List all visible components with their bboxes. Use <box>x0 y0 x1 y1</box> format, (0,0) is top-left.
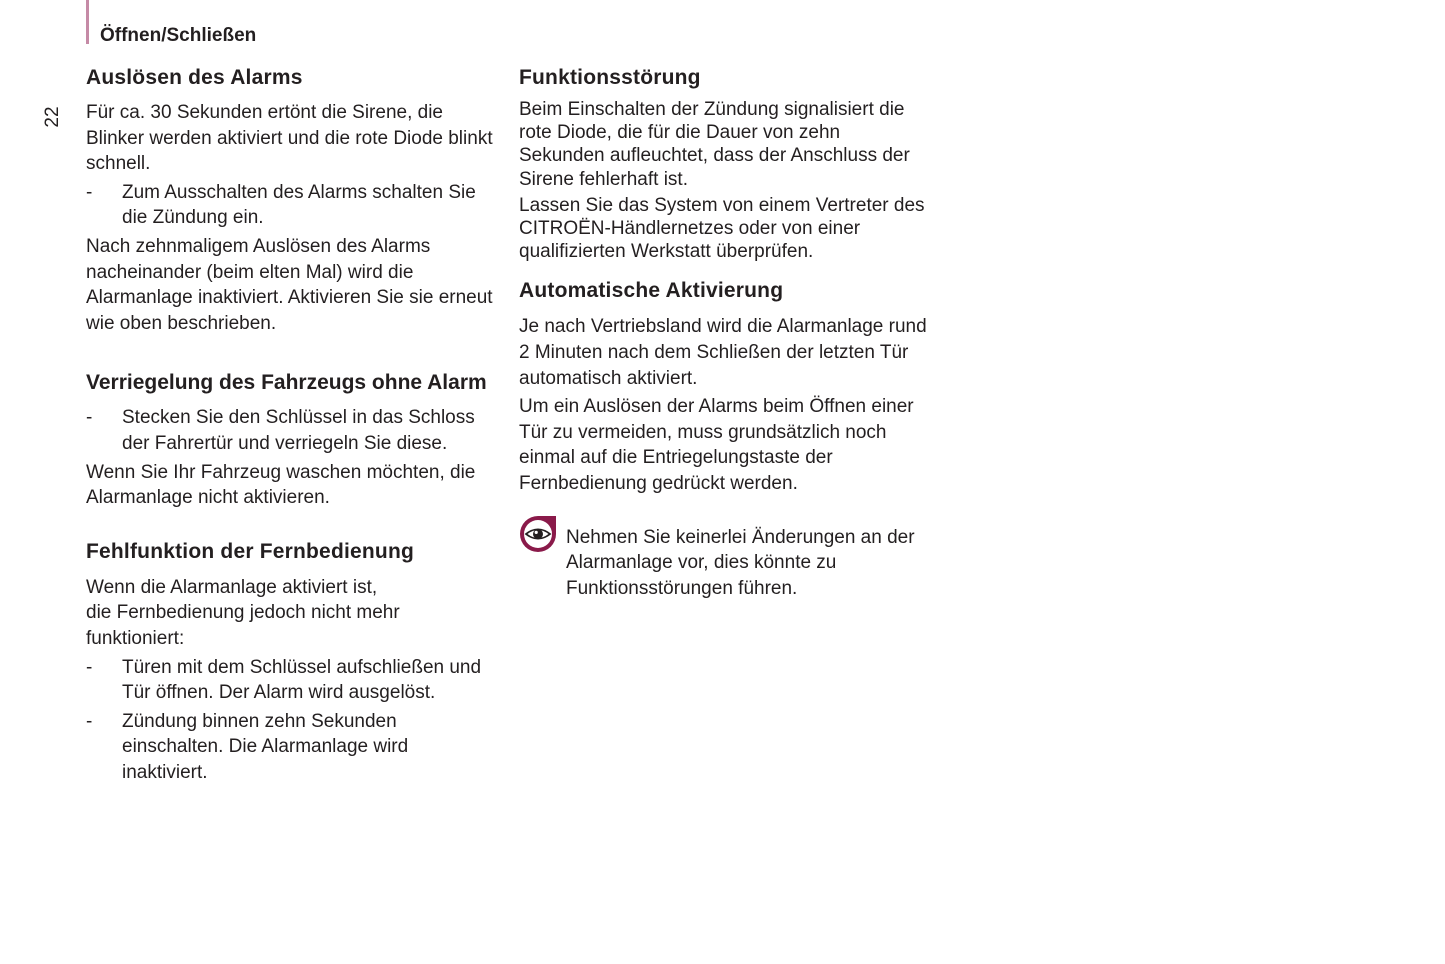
eye-icon <box>519 515 557 553</box>
right-column <box>519 64 939 601</box>
remote-paragraph-line-1: Wenn die Alarmanlage aktiviert ist, <box>86 576 378 598</box>
alarm-paragraph-1: Für ca. 30 Sekunden ertönt die Sirene, die Blinker werden aktiviert und die rote Diode blinkt schnell. <box>86 102 493 175</box>
bullet-dash: - <box>86 656 93 678</box>
bullet-dash: - <box>86 407 93 429</box>
fault-heading: Funktionsstörung <box>519 66 701 89</box>
auto-paragraph-1: Je nach Vertriebsland wird die Alarmanlage rund 2 Minuten nach dem Schließen der letzten Tür automatisch aktiviert. <box>519 316 927 389</box>
alarm-heading: Auslösen des Alarms <box>86 66 303 89</box>
header-bar <box>86 0 89 44</box>
lock-heading: Verriegelung des Fahrzeugs ohne Alarm <box>86 371 487 395</box>
bullet-text: Zündung binnen zehn Sekunden einschalten. Die Alarmanlage wird inaktiviert. <box>122 710 409 783</box>
bullet-dash: - <box>86 710 93 732</box>
fault-paragraph-1: Beim Einschalten der Zündung signalisiert die rote Diode, die für die Dauer von zehn Sekunden aufleuchtet, dass der Anschluss der Sirene fehlerhaft ist. <box>519 99 910 190</box>
auto-paragraph-2: Um ein Auslösen der Alarms beim Öffnen einer Tür zu vermeiden, muss grundsätzlich noch einmal auf die Entriegelungstaste der Fernbedienung gedrückt werden. <box>519 396 914 494</box>
bullet-text: Stecken Sie den Schlüssel in das Schloss der Fahrertür und verriegeln Sie diese. <box>122 407 475 454</box>
warning-note <box>519 525 939 602</box>
bullet-text: Zum Ausschalten des Alarms schalten Sie die Zündung ein. <box>122 181 476 229</box>
alarm-bullet-1 <box>86 180 501 231</box>
lock-paragraph-1: Wenn Sie Ihr Fahrzeug waschen möchten, die Alarmanlage nicht aktivieren. <box>86 461 476 509</box>
left-column <box>86 64 501 785</box>
page-header: Öffnen/Schließen <box>100 25 257 46</box>
remote-bullet-1 <box>86 655 482 706</box>
remote-bullet-2 <box>86 709 482 786</box>
bullet-dash: - <box>86 181 93 203</box>
warning-text: Nehmen Sie keinerlei Änderungen an der Alarmanlage vor, dies könnte zu Funktionsstörungen führen. <box>566 526 915 599</box>
page-number: 22 <box>42 106 63 128</box>
alarm-paragraph-2: Nach zehnmaligem Auslösen des Alarms nacheinander (beim elten Mal) wird die Alarmanlage inaktiviert. Aktivieren Sie sie erneut wie oben beschrieben. <box>86 235 493 334</box>
fault-body <box>519 98 939 263</box>
bullet-text: Türen mit dem Schlüssel aufschließen und Tür öffnen. Der Alarm wird ausgelöst. <box>122 656 482 704</box>
auto-heading: Automatische Aktivierung <box>519 279 784 303</box>
lock-bullet-1 <box>86 405 501 456</box>
remote-paragraph-line-2: die Fernbedienung jedoch nicht mehr funktioniert: <box>86 602 400 649</box>
fault-paragraph-2: Lassen Sie das System von einem Vertreter des CITROËN-Händlernetzes oder von einer qualifizierten Werkstatt überprüfen. <box>519 194 925 263</box>
remote-heading: Fehlfunktion der Fernbedienung <box>86 539 414 563</box>
